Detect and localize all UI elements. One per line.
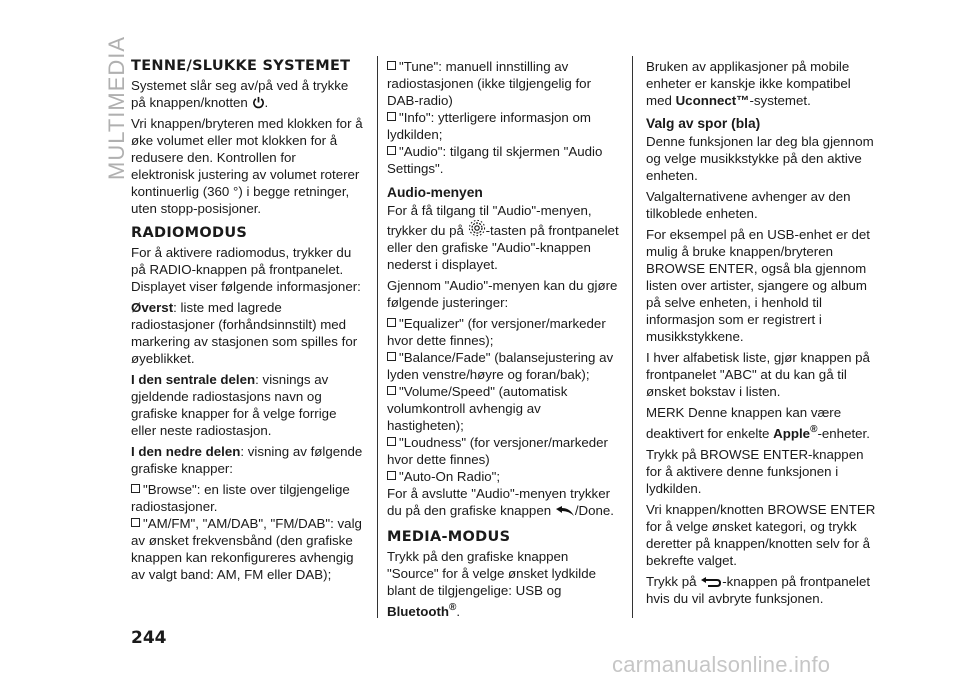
back-arrow-icon bbox=[555, 506, 575, 517]
paragraph bbox=[646, 404, 878, 442]
text: "Audio": tilgang til skjermen "Audio Settings". bbox=[387, 144, 603, 176]
text: -tasten på frontpanelet eller den grafiske "Audio"-knappen nederst i displayet. bbox=[387, 223, 619, 272]
bullet-square-icon bbox=[387, 471, 396, 480]
paragraph: Valgalternativene avhenger av den tilkoblede enheten. bbox=[646, 189, 851, 221]
text: : visnings av gjeldende radiostasjons navn og grafiske knapper for å velge forrige eller neste radiostasjon. bbox=[131, 372, 337, 438]
bullet-square-icon bbox=[387, 146, 396, 155]
column-divider bbox=[377, 56, 378, 618]
section-side-label bbox=[82, 35, 129, 180]
column-divider bbox=[632, 56, 633, 618]
bullet-square-icon bbox=[131, 518, 140, 527]
text: /Done. bbox=[574, 503, 615, 518]
paragraph bbox=[387, 485, 619, 519]
registered-mark: ® bbox=[449, 602, 457, 613]
paragraph: Trykk på BROWSE ENTER-knappen for å aktivere denne funksjonen i lydkilden. bbox=[646, 447, 864, 496]
bold-term: Apple bbox=[773, 426, 811, 441]
text: For å få tilgang til "Audio"-menyen, trykker du på bbox=[387, 203, 592, 238]
column-1 bbox=[131, 58, 363, 583]
paragraph bbox=[646, 58, 878, 109]
text: Trykk på bbox=[646, 574, 697, 589]
paragraph: Gjennom "Audio"-menyen kan du gjøre følgende justeringer: bbox=[387, 278, 618, 310]
paragraph bbox=[131, 371, 363, 439]
text: "Loudness" (for versjoner/markeder hvor dette finnes) bbox=[387, 435, 608, 467]
list-item bbox=[387, 383, 619, 434]
list-item bbox=[387, 109, 619, 143]
text: -knappen på frontpanelet hvis du vil avbryte funksjonen. bbox=[646, 574, 871, 606]
list-item bbox=[131, 515, 363, 583]
heading-media-mode: MEDIA-MODUS bbox=[387, 529, 511, 545]
paragraph: For å aktivere radiomodus, trykker du på RADIO-knappen på frontpanelet. Displayet viser følgende informasjoner: bbox=[131, 245, 361, 294]
bold-term: Øverst bbox=[131, 300, 174, 315]
bold-term: Bluetooth bbox=[387, 604, 450, 619]
page-number: 244 bbox=[131, 628, 167, 648]
paragraph bbox=[131, 299, 363, 367]
text: For å avslutte "Audio"-menyen trykker du på den grafiske knappen bbox=[387, 486, 611, 518]
text: "AM/FM", "AM/DAB", "FM/DAB": valg av ønsket frekvensbånd (den grafiske knappen kan rekonfigureres avhengig av valgt band: AM, FM eller DAB); bbox=[131, 516, 362, 582]
column-2 bbox=[387, 58, 619, 624]
bullet-square-icon bbox=[387, 352, 396, 361]
list-item bbox=[387, 468, 619, 485]
heading-radio-mode: RADIOMODUS bbox=[131, 225, 248, 241]
text: Trykk på den grafiske knappen "Source" for å velge ønsket lydkilde blant de tilgjengelige: USB og bbox=[387, 549, 596, 598]
heading-track-selection: Valg av spor (bla) bbox=[646, 116, 761, 131]
paragraph bbox=[131, 77, 363, 111]
text: "Balance/Fade" (balansejustering av lyden venstre/høyre og foran/bak); bbox=[387, 350, 614, 382]
list-item bbox=[131, 481, 363, 515]
text: "Tune": manuell innstilling av radiostasjonen (ikke tilgjengelig for DAB-radio) bbox=[387, 59, 591, 108]
bold-term: I den sentrale delen bbox=[131, 372, 256, 387]
text: : liste med lagrede radiostasjoner (forhåndsinnstilt) med markering av stasjonen som spilles for øyeblikket. bbox=[131, 300, 358, 366]
text: MERK Denne knappen kan være deaktivert for enkelte bbox=[646, 405, 842, 441]
registered-mark: ® bbox=[810, 424, 818, 435]
list-item bbox=[387, 143, 619, 177]
text: . bbox=[456, 604, 461, 619]
paragraph bbox=[131, 443, 363, 477]
text: . bbox=[264, 95, 269, 110]
text: "Browse": en liste over tilgjengelige radiostasjoner. bbox=[131, 482, 350, 514]
bullet-square-icon bbox=[387, 112, 396, 121]
bullet-square-icon bbox=[387, 318, 396, 327]
text: "Equalizer" (for versjoner/markeder hvor dette finnes); bbox=[387, 316, 606, 348]
list-item bbox=[387, 349, 619, 383]
list-item bbox=[387, 58, 619, 109]
paragraph: For eksempel på en USB-enhet er det mulig å bruke knappen/bryteren BROWSE ENTER, også bla gjennom listen over artister, sjangere og album på selve enheten, i henhold til informasjon som er registrert i musikkstykkene. bbox=[646, 227, 870, 344]
paragraph bbox=[387, 548, 619, 620]
column-3 bbox=[646, 58, 878, 611]
list-item bbox=[387, 434, 619, 468]
paragraph bbox=[646, 573, 878, 607]
bold-term: Uconnect™ bbox=[675, 93, 750, 108]
text: "Info": ytterligere informasjon om lydkilden; bbox=[387, 110, 591, 142]
paragraph: I hver alfabetisk liste, gjør knappen på frontpanelet "ABC" at du kan gå til ønsket bokstav i listen. bbox=[646, 350, 870, 399]
paragraph: Vri knappen/knotten BROWSE ENTER for å velge ønsket kategori, og trykk deretter på knappen/knotten selv for å bekrefte valget. bbox=[646, 502, 876, 568]
text: Systemet slår seg av/på ved å trykke på knappen/knotten bbox=[131, 78, 349, 110]
heading-on-off: TENNE/SLUKKE SYSTEMET bbox=[131, 58, 351, 74]
bullet-square-icon bbox=[387, 61, 396, 70]
text: -systemet. bbox=[749, 93, 811, 108]
paragraph: Vri knappen/bryteren med klokken for å øke volumet eller mot klokken for å redusere den. Kontrollen for elektronisk justering av volumet roterer kontinuerlig (360 °) i begge retninger, uten stopp-posisjoner. bbox=[131, 116, 363, 216]
list-item bbox=[387, 315, 619, 349]
bold-term: I den nedre delen bbox=[131, 444, 241, 459]
paragraph bbox=[387, 202, 619, 273]
section-side-label-text: MULTIMEDIA bbox=[104, 35, 129, 180]
bullet-square-icon bbox=[387, 437, 396, 446]
text: "Volume/Speed" (automatisk volumkontroll avhengig av hastigheten); bbox=[387, 384, 568, 433]
watermark: carmanualsonline.info bbox=[612, 652, 831, 677]
heading-audio-menu: Audio-menyen bbox=[387, 185, 483, 200]
back-arrow-icon bbox=[700, 577, 722, 588]
power-icon bbox=[252, 96, 265, 109]
text: -enheter. bbox=[817, 426, 870, 441]
paragraph: Denne funksjonen lar deg bla gjennom og velge musikkstykke på den aktive enheten. bbox=[646, 134, 874, 183]
bullet-square-icon bbox=[131, 484, 140, 493]
bullet-square-icon bbox=[387, 386, 396, 395]
text: Bruken av applikasjoner på mobile enheter er kanskje ikke kompatibel med bbox=[646, 59, 851, 108]
text: : visning av følgende grafiske knapper: bbox=[131, 444, 363, 476]
text: "Auto-On Radio"; bbox=[399, 469, 501, 484]
settings-gear-icon bbox=[468, 219, 486, 237]
